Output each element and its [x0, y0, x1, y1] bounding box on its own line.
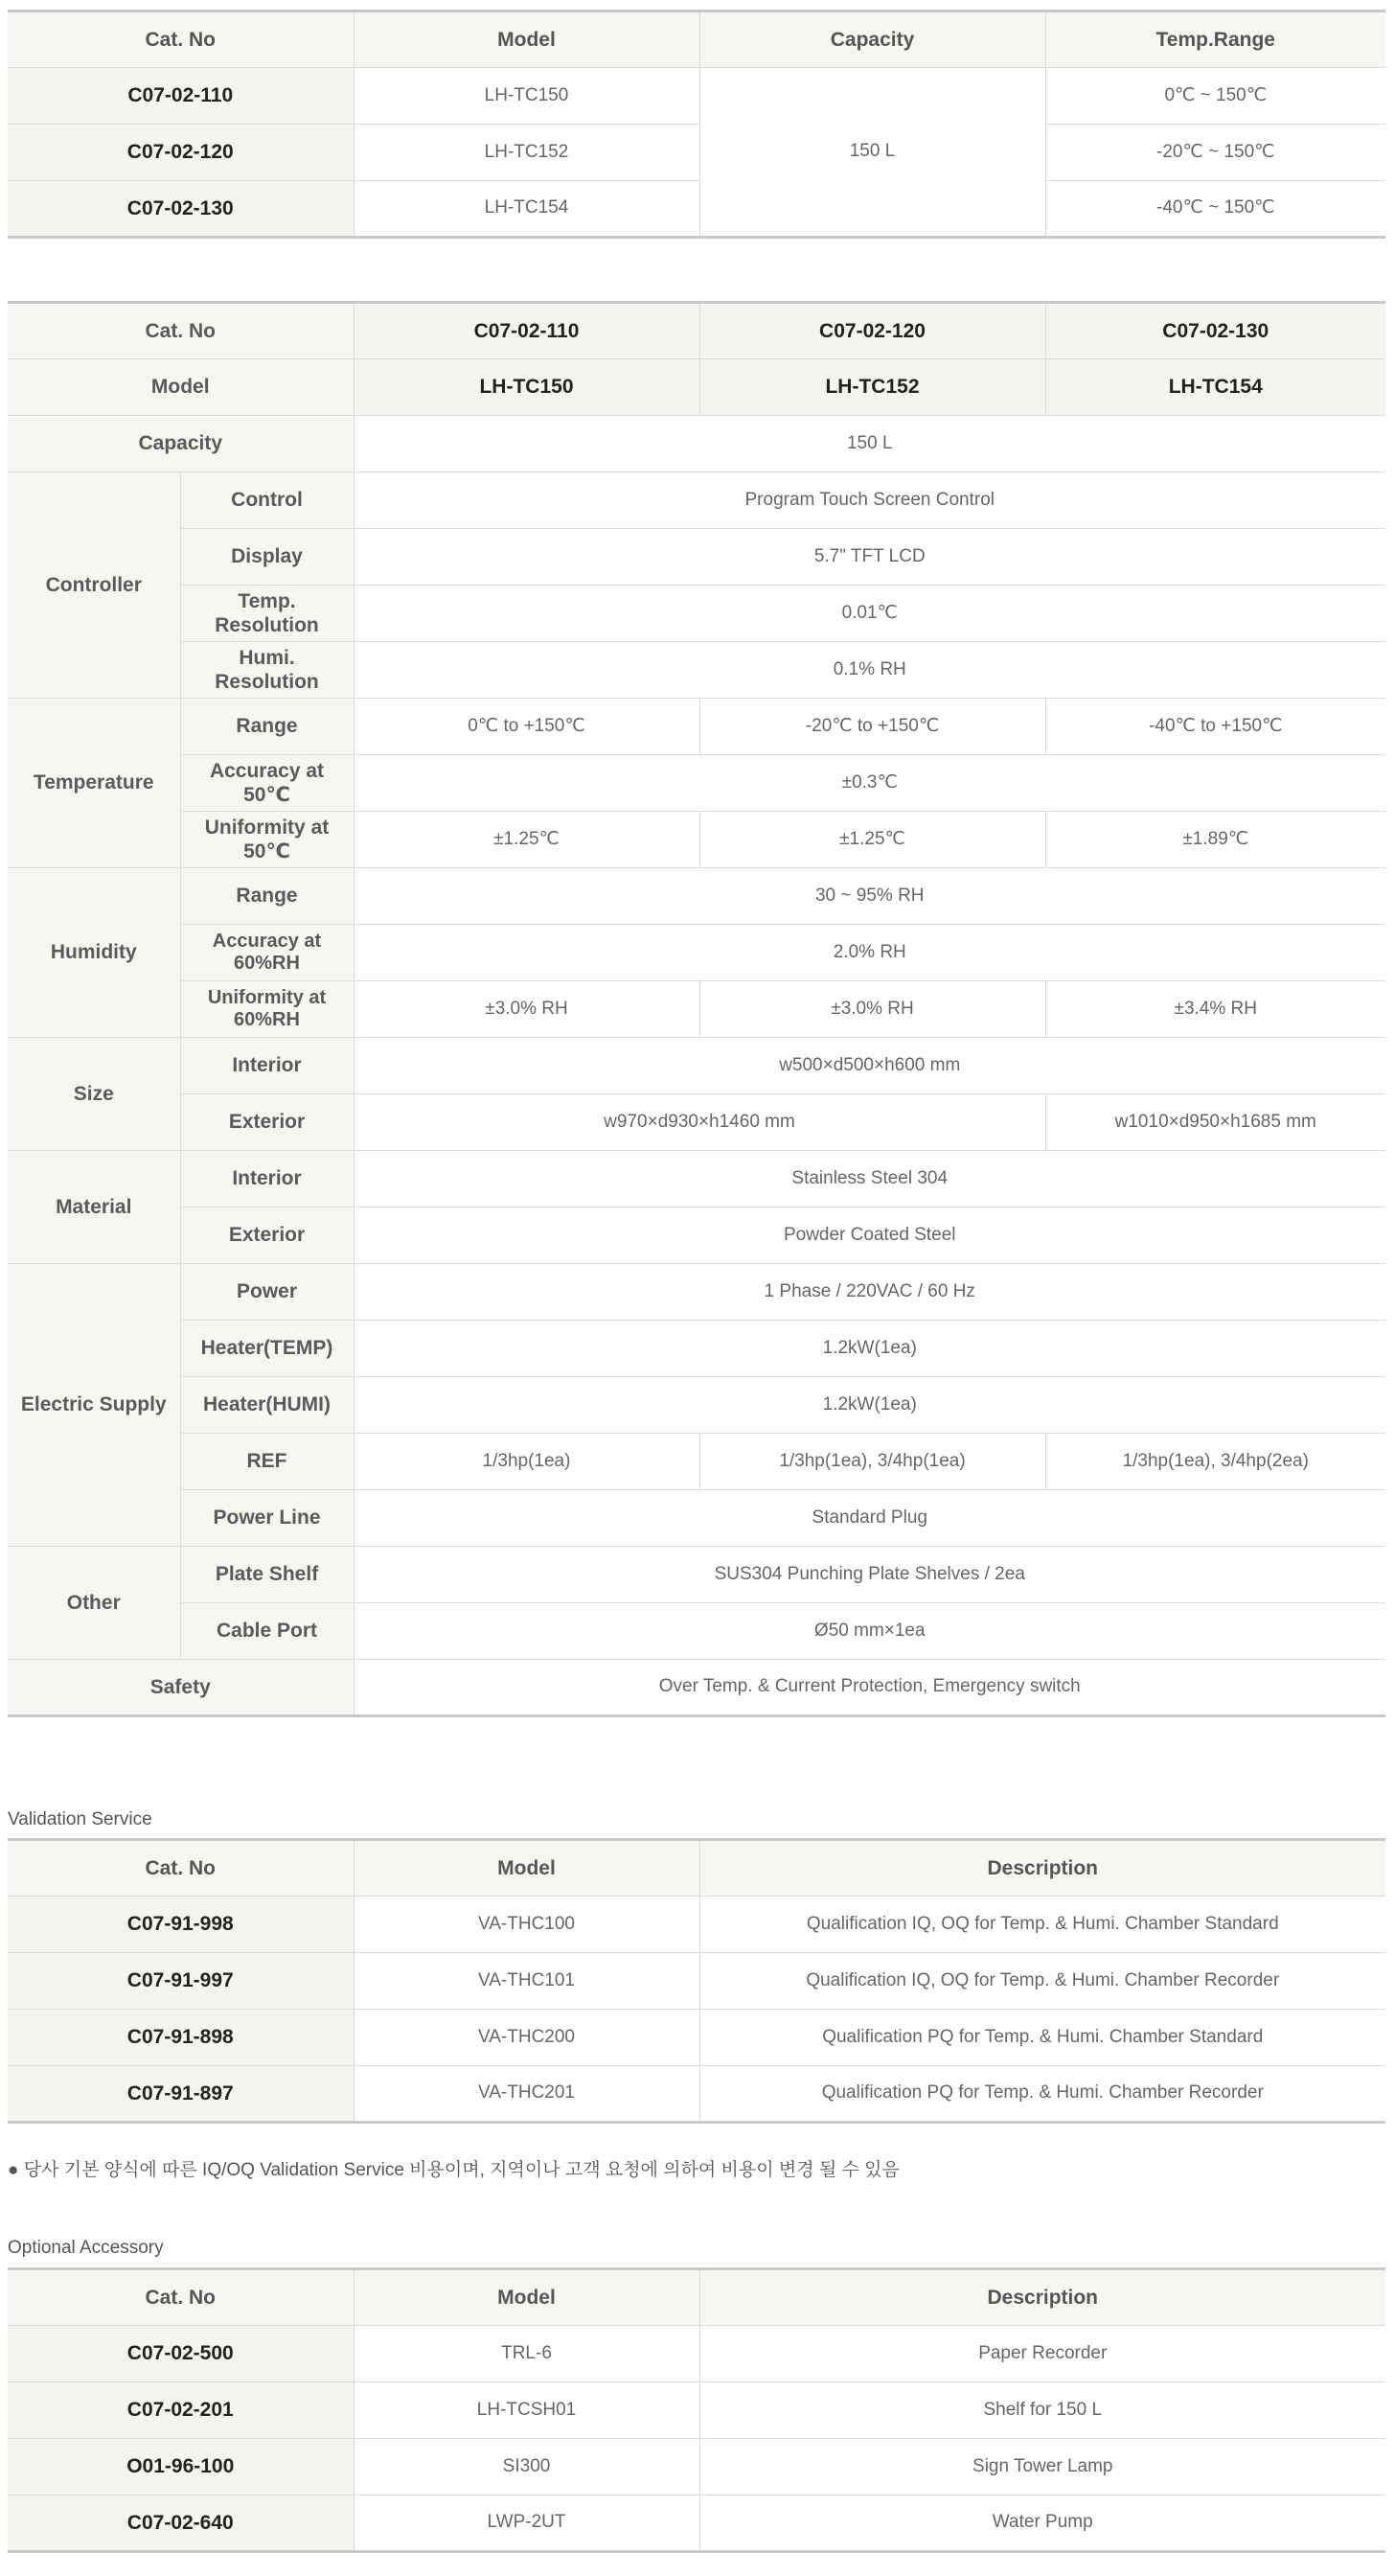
- temp-range-cell: -20℃ ~ 150℃: [1045, 125, 1385, 181]
- spec-row-ref: [8, 1434, 1385, 1490]
- cat-no-cell: C07-02-640: [8, 2496, 354, 2552]
- spec-cat-no: C07-02-110: [354, 303, 699, 359]
- temp-range-value: 0℃ to +150℃: [354, 699, 699, 755]
- cable-port-value: Ø50 mm×1ea: [354, 1603, 1385, 1660]
- capacity-cell: 150 L: [699, 68, 1045, 238]
- spec-row-capacity: [8, 416, 1385, 472]
- spec-row-cat-no: [8, 303, 1385, 359]
- spec-row-temp-accuracy: [8, 755, 1385, 812]
- table-header-row: [8, 12, 1385, 68]
- cat-no-cell: C07-91-898: [8, 2010, 354, 2066]
- temp-range-label: Range: [180, 699, 354, 755]
- description-cell: Paper Recorder: [699, 2326, 1385, 2382]
- ref-value: 1/3hp(1ea), 3/4hp(1ea): [699, 1434, 1045, 1490]
- spec-row-display: [8, 529, 1385, 586]
- temp-uniformity-label: Uniformity at 50℃: [180, 812, 354, 868]
- plate-shelf-label: Plate Shelf: [180, 1547, 354, 1603]
- table-row: [8, 125, 1385, 181]
- heater-humi-label: Heater(HUMI): [180, 1377, 354, 1434]
- header-model: Model: [354, 2269, 699, 2326]
- spec-row-cable-port: [8, 1603, 1385, 1660]
- header-description: Description: [699, 2269, 1385, 2326]
- temp-range-value: -40℃ to +150℃: [1045, 699, 1385, 755]
- spec-row-material-interior: [8, 1151, 1385, 1208]
- temp-range-cell: 0℃ ~ 150℃: [1045, 68, 1385, 125]
- heater-temp-label: Heater(TEMP): [180, 1321, 354, 1377]
- temp-uniformity-value: ±1.25℃: [699, 812, 1045, 868]
- model-cell: LH-TC150: [354, 68, 699, 125]
- material-exterior-label: Exterior: [180, 1208, 354, 1264]
- spec-model: LH-TC154: [1045, 359, 1385, 416]
- table-row: [8, 181, 1385, 238]
- description-cell: Qualification IQ, OQ for Temp. & Humi. Chamber Recorder: [699, 1953, 1385, 2010]
- cat-no-cell: C07-02-201: [8, 2382, 354, 2439]
- spec-row-size-exterior: [8, 1094, 1385, 1151]
- spec-cat-no: C07-02-130: [1045, 303, 1385, 359]
- material-group-label: Material: [8, 1151, 180, 1264]
- description-cell: Qualification IQ, OQ for Temp. & Humi. Chamber Standard: [699, 1897, 1385, 1953]
- ref-label: REF: [180, 1434, 354, 1490]
- cat-no-cell: C07-02-500: [8, 2326, 354, 2382]
- description-cell: Qualification PQ for Temp. & Humi. Chamber Standard: [699, 2010, 1385, 2066]
- description-cell: Water Pump: [699, 2496, 1385, 2552]
- ref-value: 1/3hp(1ea): [354, 1434, 699, 1490]
- controller-group-label: Controller: [8, 472, 180, 699]
- table-header-row: [8, 2269, 1385, 2326]
- humi-uniformity-value: ±3.4% RH: [1045, 981, 1385, 1038]
- spec-row-humi-uniformity: [8, 981, 1385, 1038]
- model-cell: TRL-6: [354, 2326, 699, 2382]
- spec-row-power: [8, 1264, 1385, 1321]
- spec-row-humi-accuracy: [8, 925, 1385, 981]
- spec-cat-no: C07-02-120: [699, 303, 1045, 359]
- header-capacity: Capacity: [699, 12, 1045, 68]
- table-row: [8, 2382, 1385, 2439]
- control-label: Control: [180, 472, 354, 529]
- plate-shelf-value: SUS304 Punching Plate Shelves / 2ea: [354, 1547, 1385, 1603]
- cat-no-cell: C07-02-120: [8, 125, 354, 181]
- ref-value: 1/3hp(1ea), 3/4hp(2ea): [1045, 1434, 1385, 1490]
- cable-port-label: Cable Port: [180, 1603, 354, 1660]
- humi-uniformity-value: ±3.0% RH: [354, 981, 699, 1038]
- other-group-label: Other: [8, 1547, 180, 1660]
- control-value: Program Touch Screen Control: [354, 472, 1385, 529]
- humidity-group-label: Humidity: [8, 868, 180, 1038]
- cat-no-cell: C07-91-997: [8, 1953, 354, 2010]
- spec-row-humi-resolution: [8, 642, 1385, 699]
- header-cat-no: Cat. No: [8, 1840, 354, 1897]
- electric-supply-group-label: Electric Supply: [8, 1264, 180, 1547]
- spec-model: LH-TC152: [699, 359, 1045, 416]
- size-exterior-value: w1010×d950×h1685 mm: [1045, 1094, 1385, 1151]
- display-value: 5.7" TFT LCD: [354, 529, 1385, 586]
- safety-label: Safety: [8, 1660, 354, 1716]
- humi-resolution-label: Humi. Resolution: [180, 642, 354, 699]
- heater-humi-value: 1.2kW(1ea): [354, 1377, 1385, 1434]
- temp-resolution-value: 0.01℃: [354, 586, 1385, 642]
- humi-uniformity-label: Uniformity at 60%RH: [180, 981, 354, 1038]
- description-cell: Qualification PQ for Temp. & Humi. Chamber Recorder: [699, 2066, 1385, 2123]
- header-description: Description: [699, 1840, 1385, 1897]
- table-row: [8, 2010, 1385, 2066]
- validation-service-caption: Validation Service: [8, 1809, 152, 1829]
- temp-range-cell: -40℃ ~ 150℃: [1045, 181, 1385, 238]
- table-header-row: [8, 1840, 1385, 1897]
- header-temp-range: Temp.Range: [1045, 12, 1385, 68]
- temp-resolution-label: Temp. Resolution: [180, 586, 354, 642]
- description-cell: Shelf for 150 L: [699, 2382, 1385, 2439]
- optional-accessory-caption: Optional Accessory: [8, 2238, 164, 2258]
- power-value: 1 Phase / 220VAC / 60 Hz: [354, 1264, 1385, 1321]
- material-interior-label: Interior: [180, 1151, 354, 1208]
- validation-note: ● 당사 기본 양식에 따른 IQ/OQ Validation Service 비용이며, 지역이나 고객 요청에 의하여 비용이 변경 될 수 있음: [8, 2160, 900, 2180]
- spec-row-plate-shelf: [8, 1547, 1385, 1603]
- model-cell: VA-THC101: [354, 1953, 699, 2010]
- humi-resolution-value: 0.1% RH: [354, 642, 1385, 699]
- cat-no-cell: C07-02-130: [8, 181, 354, 238]
- safety-value: Over Temp. & Current Protection, Emergency switch: [354, 1660, 1385, 1716]
- temperature-group-label: Temperature: [8, 699, 180, 868]
- table-row: [8, 2066, 1385, 2123]
- cat-no-cell: C07-91-998: [8, 1897, 354, 1953]
- model-cell: LH-TCSH01: [354, 2382, 699, 2439]
- power-line-label: Power Line: [180, 1490, 354, 1547]
- spec-row-size-interior: [8, 1038, 1385, 1094]
- spec-row-control: [8, 472, 1385, 529]
- temp-range-value: -20℃ to +150℃: [699, 699, 1045, 755]
- model-cell: LWP-2UT: [354, 2496, 699, 2552]
- spec-row-temp-uniformity: [8, 812, 1385, 868]
- specifications-table: [8, 301, 1385, 1717]
- temp-accuracy-label: Accuracy at 50℃: [180, 755, 354, 812]
- validation-service-table: [8, 1838, 1385, 2124]
- capacity-value: 150 L: [354, 416, 1385, 472]
- size-interior-label: Interior: [180, 1038, 354, 1094]
- humi-range-value: 30 ~ 95% RH: [354, 868, 1385, 925]
- table-row: [8, 2326, 1385, 2382]
- header-model: Model: [354, 12, 699, 68]
- header-model: Model: [354, 1840, 699, 1897]
- header-cat-no: Cat. No: [8, 12, 354, 68]
- table-row: [8, 68, 1385, 125]
- power-label: Power: [180, 1264, 354, 1321]
- header-cat-no: Cat. No: [8, 2269, 354, 2326]
- size-group-label: Size: [8, 1038, 180, 1151]
- material-exterior-value: Powder Coated Steel: [354, 1208, 1385, 1264]
- table-row: [8, 1897, 1385, 1953]
- model-cell: SI300: [354, 2439, 699, 2496]
- temp-uniformity-value: ±1.25℃: [354, 812, 699, 868]
- table-row: [8, 2439, 1385, 2496]
- cat-no-label: Cat. No: [8, 303, 354, 359]
- optional-accessory-table: [8, 2267, 1385, 2553]
- material-interior-value: Stainless Steel 304: [354, 1151, 1385, 1208]
- humi-range-label: Range: [180, 868, 354, 925]
- table-row: [8, 1953, 1385, 2010]
- humi-accuracy-value: 2.0% RH: [354, 925, 1385, 981]
- cat-no-cell: C07-02-110: [8, 68, 354, 125]
- spec-row-material-exterior: [8, 1208, 1385, 1264]
- spec-row-power-line: [8, 1490, 1385, 1547]
- model-cell: VA-THC201: [354, 2066, 699, 2123]
- temp-accuracy-value: ±0.3℃: [354, 755, 1385, 812]
- description-cell: Sign Tower Lamp: [699, 2439, 1385, 2496]
- cat-no-cell: C07-91-897: [8, 2066, 354, 2123]
- spec-row-model: [8, 359, 1385, 416]
- spec-row-heater-humi: [8, 1377, 1385, 1434]
- power-line-value: Standard Plug: [354, 1490, 1385, 1547]
- spec-model: LH-TC150: [354, 359, 699, 416]
- spec-row-temp-range: [8, 699, 1385, 755]
- size-exterior-value: w970×d930×h1460 mm: [354, 1094, 1045, 1151]
- humi-uniformity-value: ±3.0% RH: [699, 981, 1045, 1038]
- display-label: Display: [180, 529, 354, 586]
- cat-no-cell: O01-96-100: [8, 2439, 354, 2496]
- size-interior-value: w500×d500×h600 mm: [354, 1038, 1385, 1094]
- humi-accuracy-label: Accuracy at 60%RH: [180, 925, 354, 981]
- model-overview-table: [8, 10, 1385, 239]
- capacity-label: Capacity: [8, 416, 354, 472]
- spec-row-humi-range: [8, 868, 1385, 925]
- table-row: [8, 2496, 1385, 2552]
- size-exterior-label: Exterior: [180, 1094, 354, 1151]
- temp-uniformity-value: ±1.89℃: [1045, 812, 1385, 868]
- spec-row-heater-temp: [8, 1321, 1385, 1377]
- model-cell: LH-TC152: [354, 125, 699, 181]
- model-cell: VA-THC200: [354, 2010, 699, 2066]
- spec-row-safety: [8, 1660, 1385, 1716]
- model-cell: LH-TC154: [354, 181, 699, 238]
- model-cell: VA-THC100: [354, 1897, 699, 1953]
- heater-temp-value: 1.2kW(1ea): [354, 1321, 1385, 1377]
- model-label: Model: [8, 359, 354, 416]
- spec-row-temp-resolution: [8, 586, 1385, 642]
